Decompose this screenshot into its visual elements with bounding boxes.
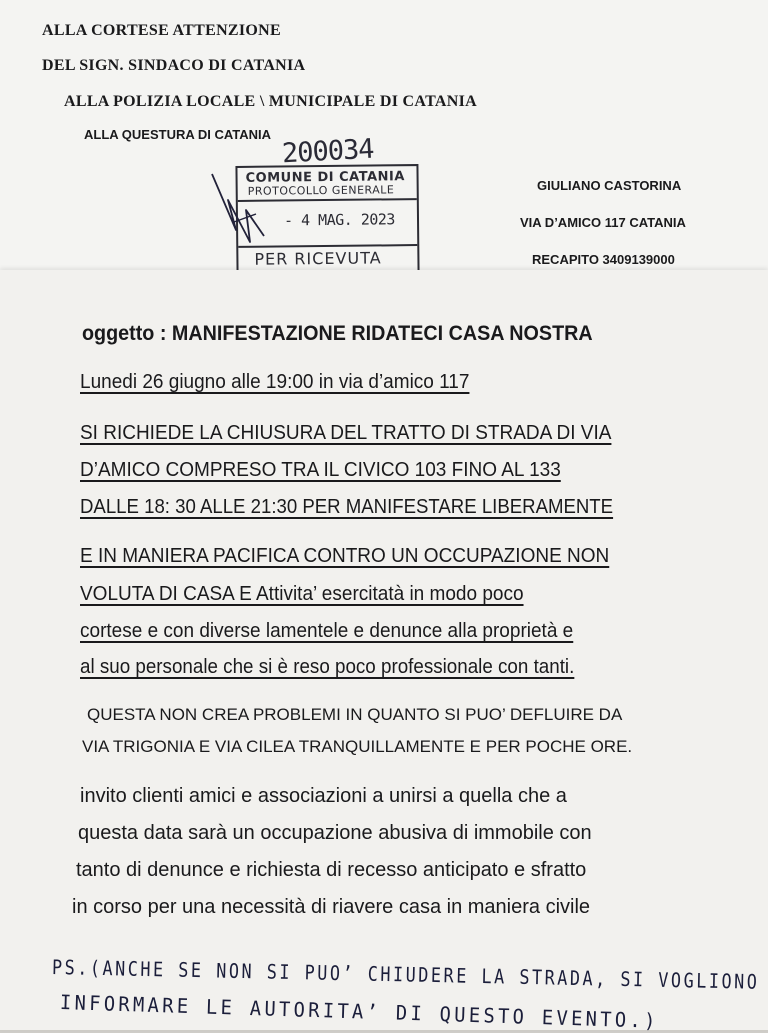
- request-line-2: D’AMICO COMPRESO TRA IL CIVICO 103 FINO AL 133: [80, 459, 561, 481]
- invite-line-4: in corso per una necessità di riavere casa in maniera civile: [72, 896, 591, 918]
- note-line-2: VIA TRIGONIA E VIA CILEA TRANQUILLAMENTE E PER POCHE ORE.: [82, 737, 633, 756]
- sender-name: GIULIANO CASTORINA: [537, 178, 682, 193]
- request-line-1: SI RICHIEDE LA CHIUSURA DEL TRATTO DI STRADA DI VIA: [80, 422, 612, 444]
- request-line-4: E IN MANIERA PACIFICA CONTRO UN OCCUPAZIONE NON: [80, 545, 610, 567]
- sender-phone: RECAPITO 3409139000: [532, 252, 675, 267]
- stamp-date: - 4 MAG. 2023: [283, 210, 396, 230]
- protocol-number: 200034: [281, 133, 375, 170]
- subject-line: oggetto : MANIFESTAZIONE RIDATECI CASA NOSTRA: [82, 322, 593, 345]
- stamp-municipality: COMUNE DI CATANIA: [245, 169, 405, 186]
- invite-line-3: tanto di denunce e richiesta di recesso anticipato e sfratto: [76, 859, 587, 881]
- invite-line-2: questa data sarà un occupazione abusiva di immobile con: [78, 822, 592, 844]
- request-line-5: VOLUTA DI CASA E Attivita’ esercitatà in modo poco: [80, 583, 524, 605]
- stamp-protocol: PROTOCOLLO GENERALE: [247, 183, 395, 198]
- addressee-questura: ALLA QUESTURA DI CATANIA: [84, 127, 272, 142]
- invite-line-1: invito clienti amici e associazioni a unirsi a quella che a: [80, 785, 567, 807]
- note-line-1: QUESTA NON CREA PROBLEMI IN QUANTO SI PUO’ DEFLUIRE DA: [87, 705, 623, 724]
- sender-address: VIA D’AMICO 117 CATANIA: [520, 215, 686, 230]
- event-date: Lunedi 26 giugno alle 19:00 in via d’amico 117: [80, 371, 470, 393]
- request-line-7: al suo personale che si è reso poco professionale con tanti.: [80, 656, 575, 678]
- request-line-3: DALLE 18: 30 ALLE 21:30 PER MANIFESTARE LIBERAMENTE: [80, 496, 614, 518]
- addressee-mayor-attention: ALLA CORTESE ATTENZIONE: [42, 22, 282, 39]
- addressee-mayor: DEL SIGN. SINDACO DI CATANIA: [42, 57, 306, 74]
- request-line-6: cortese e con diverse lamentele e denunce alla proprietà e: [80, 620, 574, 642]
- handwritten-ps-line-1: PS.(ANCHE SE NON SI PUO’ CHIUDERE LA STRADA, SI VOGLIONO: [51, 955, 760, 994]
- signature-mark: [206, 170, 276, 250]
- addressee-local-police: ALLA POLIZIA LOCALE \ MUNICIPALE DI CATANIA: [64, 93, 477, 110]
- handwritten-ps-line-2: INFORMARE LE AUTORITA’ DI QUESTO EVENTO.): [59, 990, 660, 1033]
- stamp-receipt: PER RICEVUTA: [254, 248, 382, 269]
